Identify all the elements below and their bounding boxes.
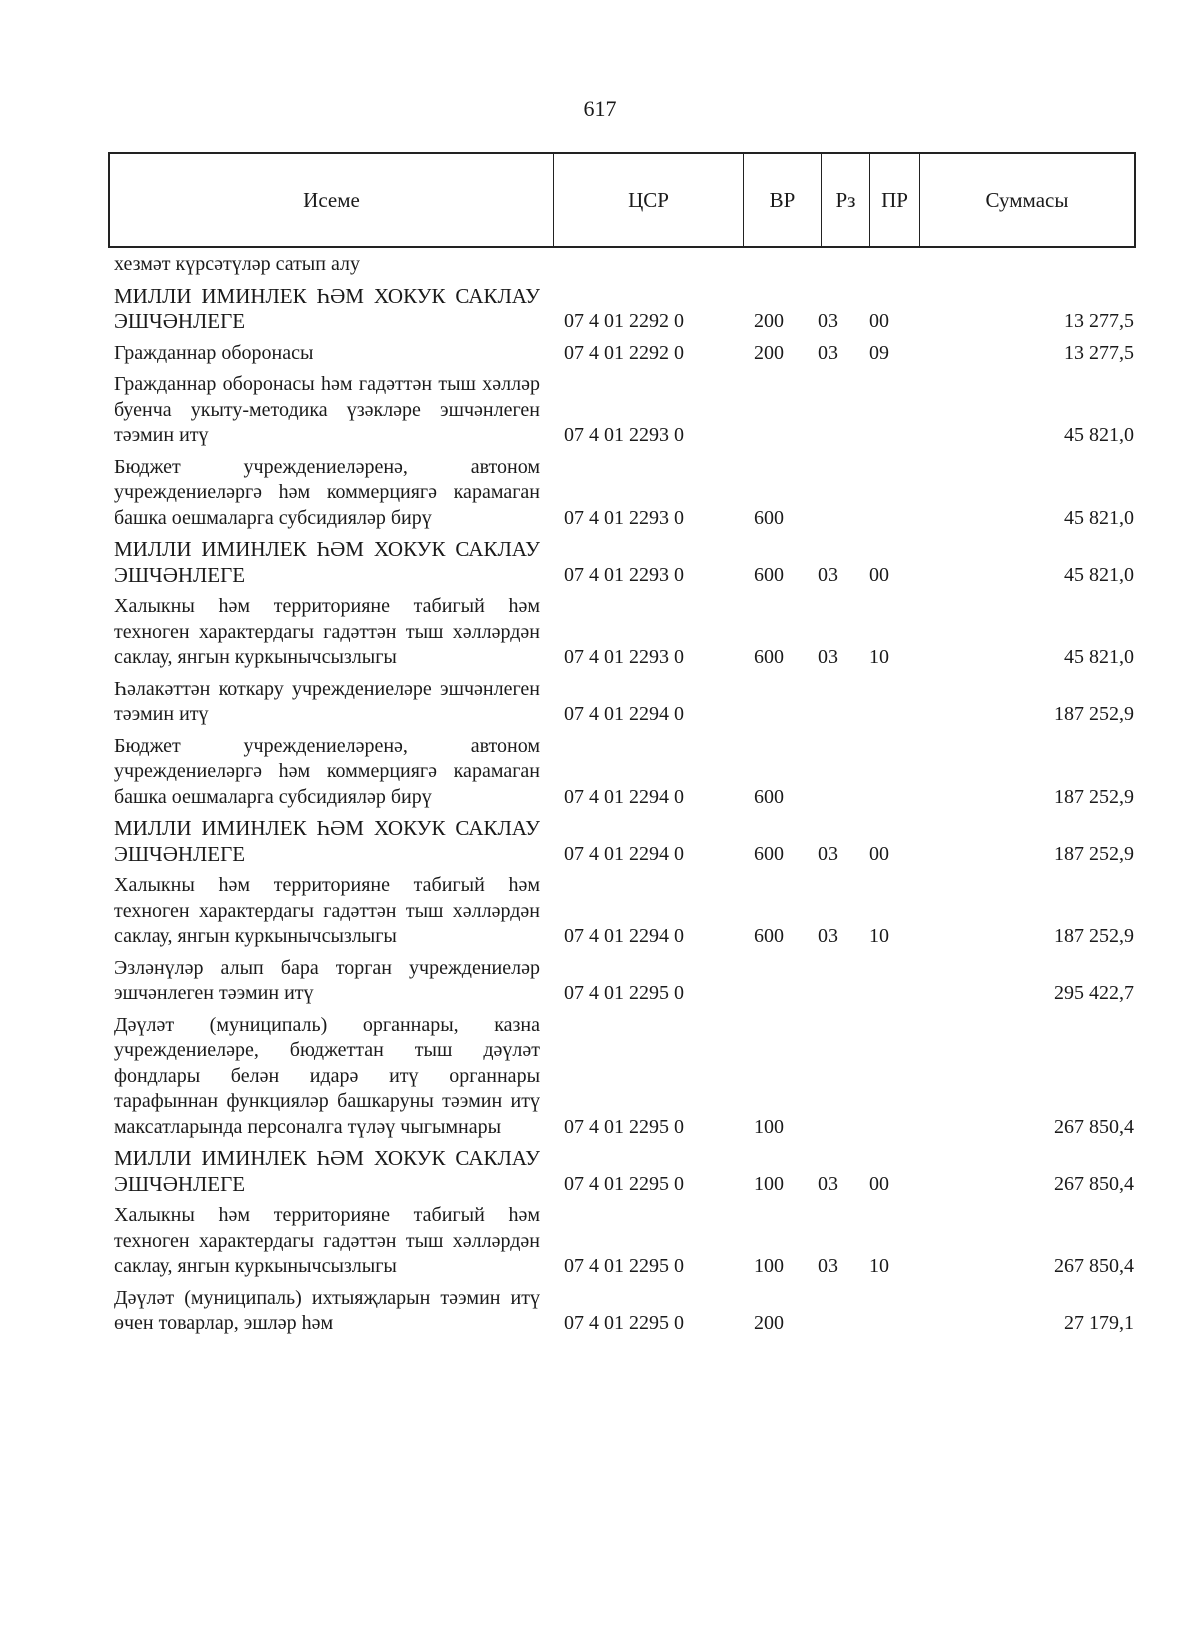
row-vr: 600 xyxy=(754,646,784,668)
row-rz: 03 xyxy=(818,925,838,947)
table-row xyxy=(114,1013,1136,1141)
table-header xyxy=(108,152,1136,248)
table-row xyxy=(114,816,1136,867)
table-row xyxy=(114,372,1136,449)
row-rz: 03 xyxy=(818,563,838,586)
row-sum: 295 422,7 xyxy=(1054,982,1134,1004)
table-row xyxy=(114,455,1136,532)
row-rz: 03 xyxy=(818,1172,838,1195)
row-sum: 187 252,9 xyxy=(1054,785,1134,808)
table-row xyxy=(114,284,1136,335)
row-sum: 187 252,9 xyxy=(1054,703,1134,725)
table-row xyxy=(114,537,1136,588)
row-sum: 267 850,4 xyxy=(1054,1115,1134,1138)
row-csr: 07 4 01 2292 0 xyxy=(564,341,684,364)
row-pr: 00 xyxy=(869,563,889,586)
table-row xyxy=(114,594,1136,671)
row-sum: 187 252,9 xyxy=(1054,925,1134,947)
row-vr: 600 xyxy=(754,842,784,865)
row-sum: 267 850,4 xyxy=(1054,1255,1134,1277)
row-vr: 600 xyxy=(754,925,784,947)
row-sum: 13 277,5 xyxy=(1064,341,1134,364)
row-pr: 09 xyxy=(869,341,889,364)
table-row xyxy=(114,1203,1136,1280)
row-name: Гражданнар оборонасы һәм гадәттән тыш хәлләр буенча укыту-методика үзәкләре эшчәнлеген тәэмин итү xyxy=(114,373,540,446)
row-sum: 27 179,1 xyxy=(1064,1312,1134,1334)
row-vr: 200 xyxy=(754,1312,784,1334)
header-vr: ВР xyxy=(744,154,822,246)
row-name: МИЛЛИ ИМИНЛЕК ҺӘМ ХОКУК САКЛАУ ЭШЧӘНЛЕГЕ xyxy=(114,283,540,333)
row-sum: 13 277,5 xyxy=(1064,310,1134,332)
row-vr: 600 xyxy=(754,506,784,529)
row-csr: 07 4 01 2293 0 xyxy=(564,424,684,446)
table-row xyxy=(114,252,1136,278)
row-pr: 00 xyxy=(869,310,889,332)
row-name: Бюджет учреждениеләренә, автоном учреждениеләргә һәм коммерциягә карамаган башка оешмаларга субсидияләр бирү xyxy=(114,734,540,808)
table-row xyxy=(114,873,1136,950)
table-body xyxy=(114,252,1136,1343)
row-vr: 200 xyxy=(754,341,784,364)
row-vr: 100 xyxy=(754,1255,784,1277)
row-csr: 07 4 01 2293 0 xyxy=(564,646,684,668)
row-rz: 03 xyxy=(818,341,838,364)
row-name: МИЛЛИ ИМИНЛЕК ҺӘМ ХОКУК САКЛАУ ЭШЧӘНЛЕГЕ xyxy=(114,816,540,866)
row-name: Дәүләт (муниципаль) ихтыяҗларын тәэмин итү өчен товарлар, эшләр һәм xyxy=(114,1286,540,1334)
row-csr: 07 4 01 2295 0 xyxy=(564,1312,684,1334)
table-row xyxy=(114,341,1136,367)
row-name: Бюджет учреждениеләренә, автоном учреждениеләргә һәм коммерциягә карамаган башка оешмаларга субсидияләр бирү xyxy=(114,455,540,529)
header-pr: ПР xyxy=(870,154,920,246)
row-sum: 267 850,4 xyxy=(1054,1172,1134,1195)
row-pr: 00 xyxy=(869,842,889,865)
row-vr: 600 xyxy=(754,785,784,808)
row-vr: 200 xyxy=(754,310,784,332)
table-row xyxy=(114,956,1136,1007)
table-row xyxy=(114,1146,1136,1197)
row-sum: 187 252,9 xyxy=(1054,842,1134,865)
row-csr: 07 4 01 2294 0 xyxy=(564,925,684,947)
row-csr: 07 4 01 2294 0 xyxy=(564,703,684,725)
row-name: Һәлакәттән коткару учреждениеләре эшчәнлеген тәэмин итү xyxy=(114,677,540,725)
header-rz: Рз xyxy=(822,154,870,246)
row-sum: 45 821,0 xyxy=(1064,563,1134,586)
row-vr: 600 xyxy=(754,563,784,586)
row-pr: 10 xyxy=(869,925,889,947)
table-row xyxy=(114,734,1136,811)
row-csr: 07 4 01 2295 0 xyxy=(564,1115,684,1138)
row-pr: 10 xyxy=(869,1255,889,1277)
row-csr: 07 4 01 2294 0 xyxy=(564,785,684,808)
row-csr: 07 4 01 2294 0 xyxy=(564,842,684,865)
row-name: хезмәт күрсәтүләр сатып алу xyxy=(114,253,360,275)
row-vr: 100 xyxy=(754,1115,784,1138)
row-csr: 07 4 01 2295 0 xyxy=(564,1255,684,1277)
row-csr: 07 4 01 2295 0 xyxy=(564,1172,684,1195)
row-csr: 07 4 01 2293 0 xyxy=(564,563,684,586)
row-name: Халыкны һәм территорияне табигый һәм техноген характердагы гадәттән тыш хәлләрдән саклау, янгын куркынычсызлыгы xyxy=(114,595,540,668)
row-csr: 07 4 01 2292 0 xyxy=(564,310,684,332)
row-name: МИЛЛИ ИМИНЛЕК ҺӘМ ХОКУК САКЛАУ ЭШЧӘНЛЕГЕ xyxy=(114,537,540,587)
row-sum: 45 821,0 xyxy=(1064,424,1134,446)
row-pr: 00 xyxy=(869,1172,889,1195)
page-number: 617 xyxy=(583,96,617,121)
table-row xyxy=(114,1286,1136,1337)
header-csr: ЦСР xyxy=(554,154,744,246)
row-name: МИЛЛИ ИМИНЛЕК ҺӘМ ХОКУК САКЛАУ ЭШЧӘНЛЕГЕ xyxy=(114,1146,540,1196)
header-name: Исеме xyxy=(110,154,554,246)
row-csr: 07 4 01 2295 0 xyxy=(564,982,684,1004)
row-name: Эзләнүләр алып бара торган учреждениеләр эшчәнлеген тәэмин итү xyxy=(114,956,540,1004)
row-sum: 45 821,0 xyxy=(1064,506,1134,529)
row-rz: 03 xyxy=(818,310,838,332)
row-pr: 10 xyxy=(869,646,889,668)
row-rz: 03 xyxy=(818,842,838,865)
row-rz: 03 xyxy=(818,1255,838,1277)
row-csr: 07 4 01 2293 0 xyxy=(564,506,684,529)
row-name: Дәүләт (муниципаль) органнары, казна учреждениеләре, бюджеттан тыш дәүләт фондлары белән идарә итү органнары тарафыннан функцияләр башкаруны тәэмин итү максатларында персоналга түләү чыгымнары xyxy=(114,1013,540,1138)
row-vr: 100 xyxy=(754,1172,784,1195)
row-sum: 45 821,0 xyxy=(1064,646,1134,668)
table-row xyxy=(114,677,1136,728)
header-sum: Суммасы xyxy=(985,187,1069,212)
row-name: Халыкны һәм территорияне табигый һәм техноген характердагы гадәттән тыш хәлләрдән саклау, янгын куркынычсызлыгы xyxy=(114,1204,540,1277)
row-rz: 03 xyxy=(818,646,838,668)
row-name: Халыкны һәм территорияне табигый һәм техноген характердагы гадәттән тыш хәлләрдән саклау, янгын куркынычсызлыгы xyxy=(114,874,540,947)
row-name: Гражданнар оборонасы xyxy=(114,341,314,364)
